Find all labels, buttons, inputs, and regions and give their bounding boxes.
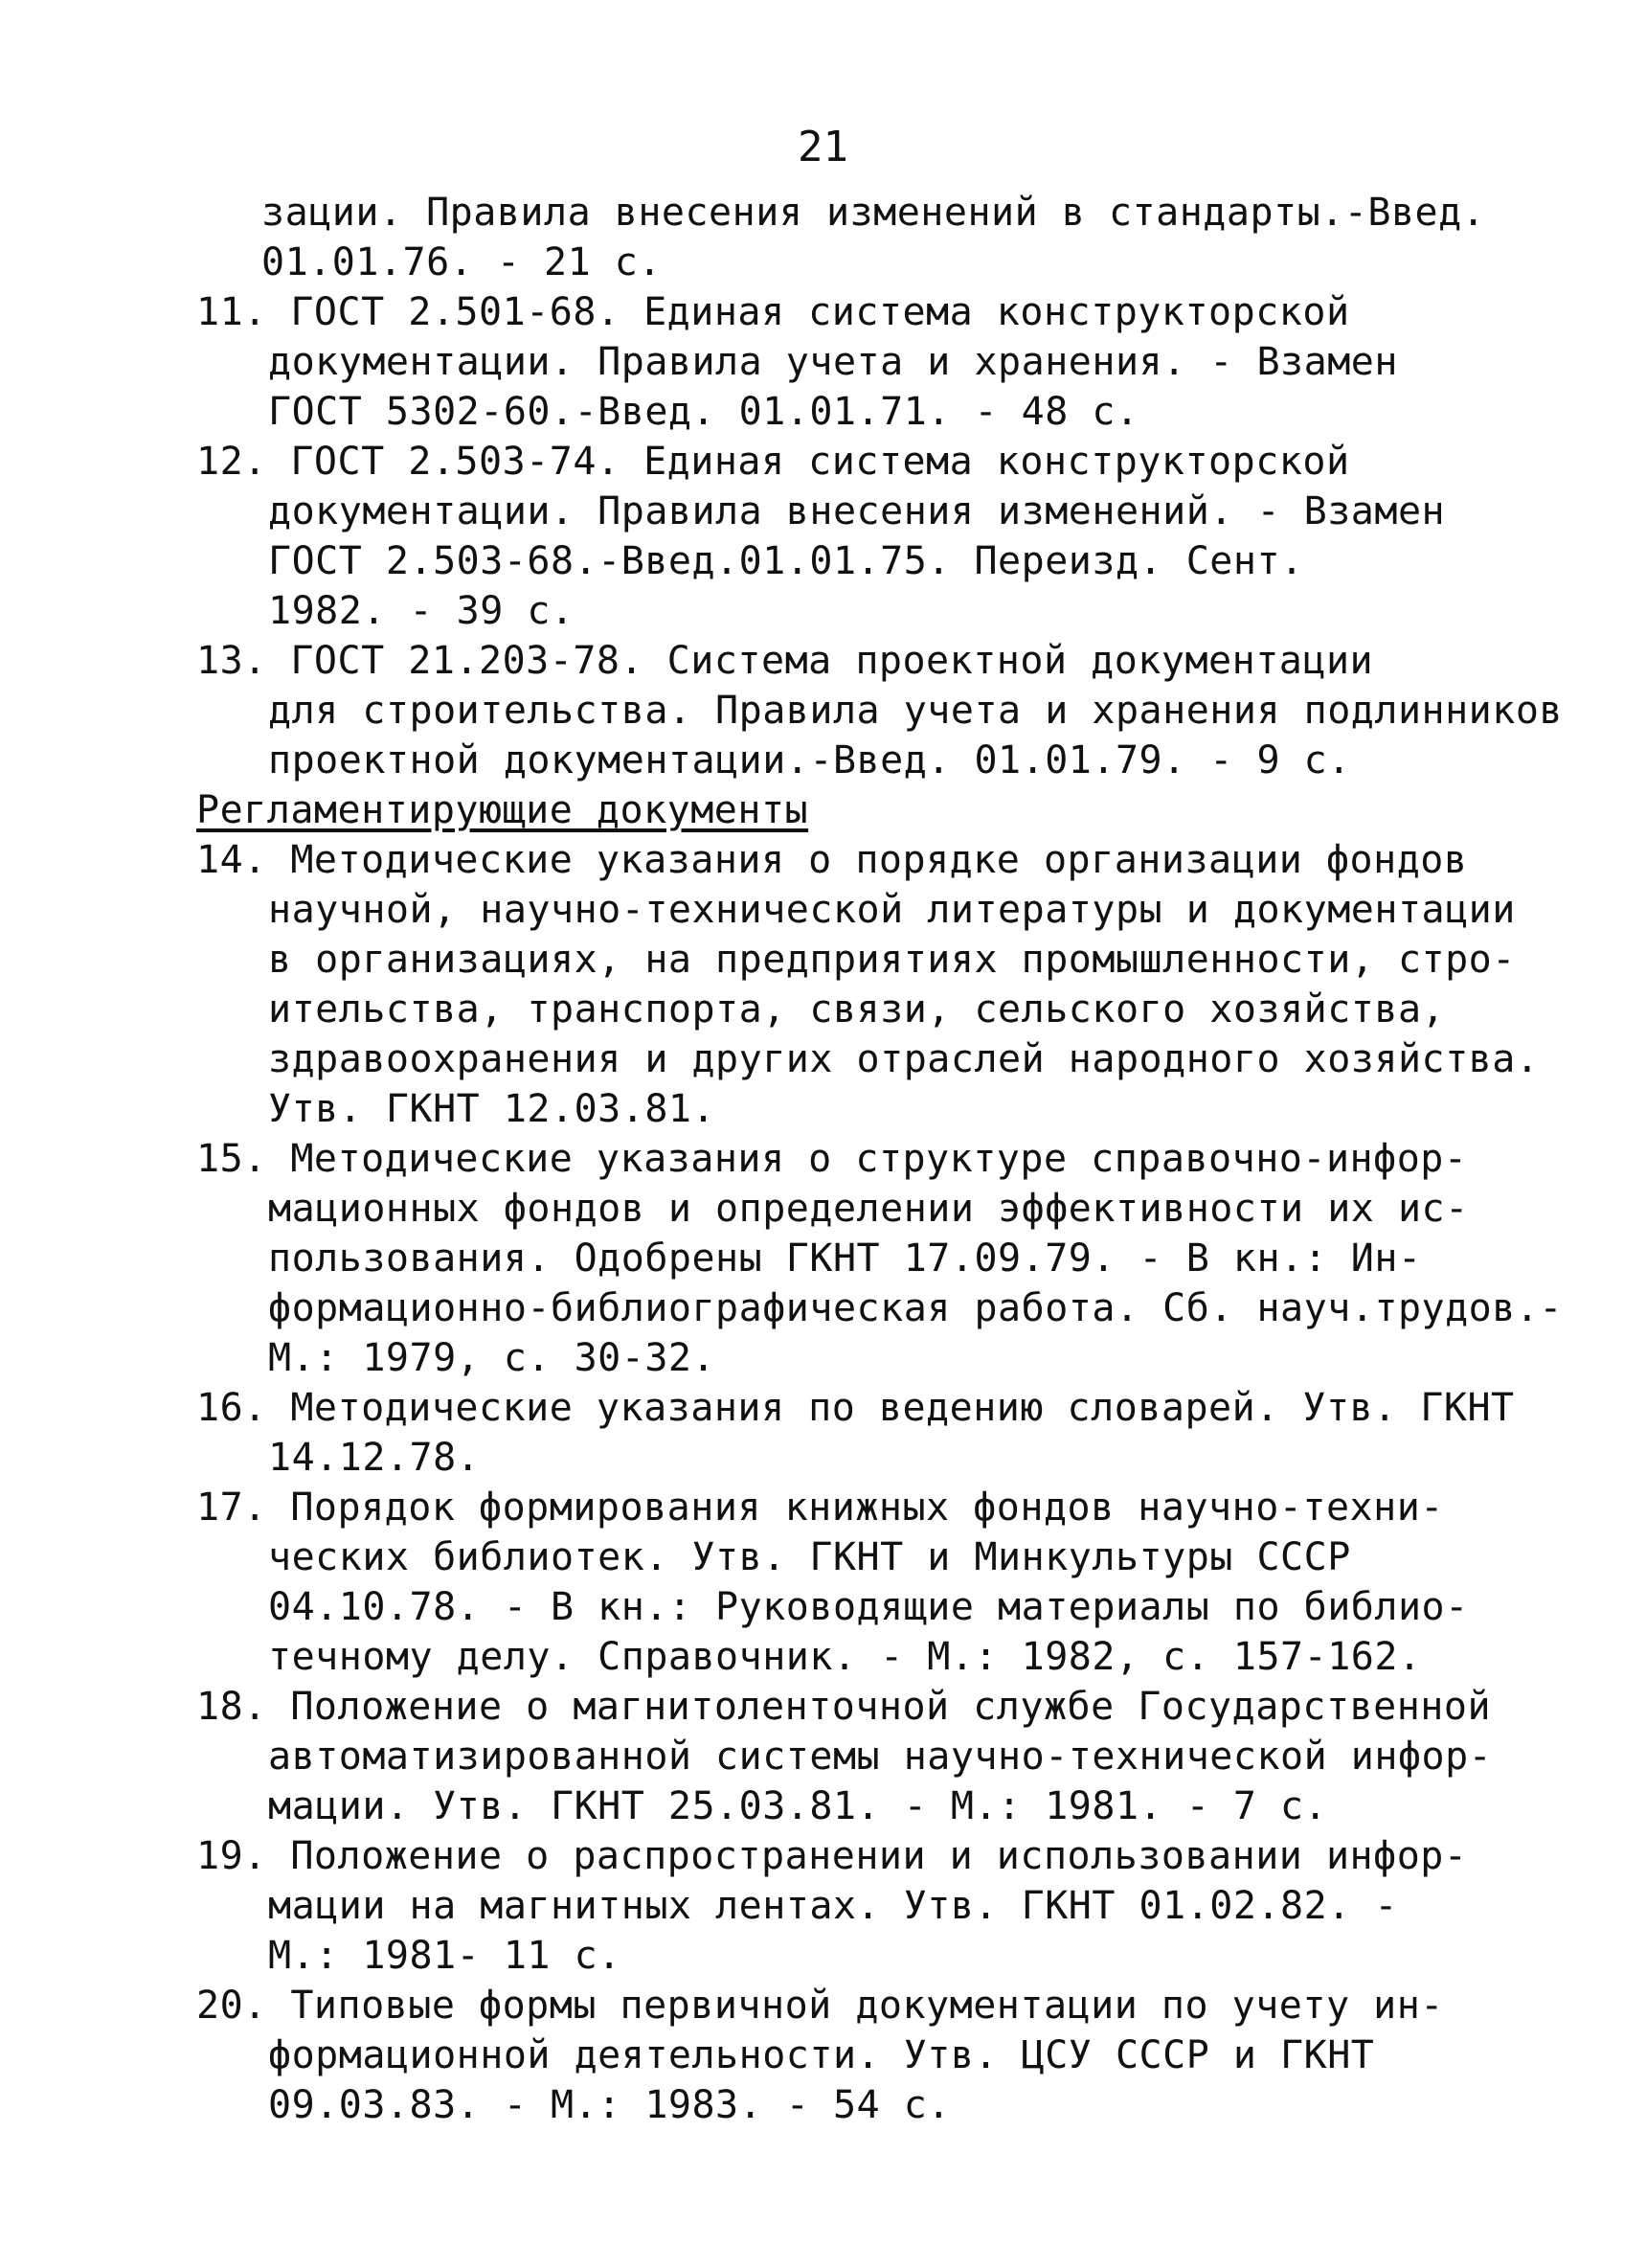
entry-text: ГОСТ 21.203-78. Система проектной документации <box>290 639 1374 683</box>
entry-first-line <box>196 437 1537 487</box>
entry-number: 17. <box>196 1486 267 1530</box>
continuation-line: зации. Правила внесения изменений в стандарты.-Введ. <box>261 191 1486 235</box>
entry-text: Методические указания о порядке организации фондов <box>290 838 1468 882</box>
page-number: 21 <box>798 123 848 171</box>
entry-number: 13. <box>196 639 267 683</box>
entry-text: Типовые формы первичной документации по учету ин- <box>290 1984 1444 2028</box>
entry-line: мации на магнитных лентах. Утв. ГКНТ 01.02.82. - <box>268 1884 1398 1928</box>
entry-text: Положение о магнитоленточной службе Государственной <box>290 1685 1492 1729</box>
bibliography-entry <box>196 437 1537 636</box>
bibliography-entry <box>196 1483 1537 1682</box>
entry-text: Методические указания по ведению словарей. Утв. ГКНТ <box>290 1386 1515 1430</box>
entry-number: 11. <box>196 290 267 334</box>
entry-line: ГОСТ 2.503-68.-Введ.01.01.75. Переизд. Сент. <box>268 539 1304 583</box>
entry-line: формационно-библиографическая работа. Сб. науч.трудов.- <box>268 1286 1564 1330</box>
bibliography-entry <box>196 287 1537 437</box>
entry-line: мационных фондов и определении эффективности их ис- <box>268 1187 1469 1231</box>
bibliography-entry <box>196 835 1540 1134</box>
section-heading: Регламентирующие документы <box>196 788 809 832</box>
entry-number: 19. <box>196 1834 267 1878</box>
bibliography-entry <box>196 1981 1537 2130</box>
entry-number: 18. <box>196 1685 267 1729</box>
bibliography-entry <box>196 1134 1564 1383</box>
entry-line: формационной деятельности. Утв. ЦСУ СССР и ГКНТ <box>268 2033 1375 2077</box>
entry-line: научной, научно-технической литературы и документации <box>268 888 1516 932</box>
entry-line: 04.10.78. - В кн.: Руководящие материалы по библио- <box>268 1585 1469 1629</box>
entry-first-line <box>196 636 1537 686</box>
entry-number: 12. <box>196 440 267 484</box>
entry-line: ГОСТ 5302-60.-Введ. 01.01.71. - 48 с. <box>268 390 1139 434</box>
entry-first-line <box>196 835 1537 885</box>
entry-line: документации. Правила учета и хранения. - Взамен <box>268 340 1398 384</box>
entry-first-line <box>196 1483 1537 1532</box>
entry-line: течному делу. Справочник. - М.: 1982, с. 157-162. <box>268 1635 1422 1679</box>
entry-line: в организациях, на предприятиях промышленности, стро- <box>268 938 1516 982</box>
entry-line: автоматизированной системы научно-технической инфор- <box>268 1735 1493 1779</box>
entry-line: ческих библиотек. Утв. ГКНТ и Минкультуры СССР <box>268 1535 1351 1579</box>
entry-line: М.: 1979, с. 30-32. <box>268 1336 716 1380</box>
entry-line: ительства, транспорта, связи, сельского хозяйства, <box>268 987 1446 1032</box>
entry-first-line <box>196 1831 1537 1881</box>
bibliography-entry <box>196 1831 1537 1981</box>
entry-first-line <box>196 1981 1537 2030</box>
entry-first-line <box>196 287 1537 337</box>
entry-line: 09.03.83. - М.: 1983. - 54 с. <box>268 2083 951 2127</box>
entry-line: для строительства. Правила учета и хранения подлинников <box>268 689 1564 733</box>
bibliography-entry <box>196 1682 1537 1831</box>
entry-text: Методические указания о структуре справочно-инфор- <box>290 1137 1468 1181</box>
entry-line: здравоохранения и других отраслей народного хозяйства. <box>268 1037 1540 1081</box>
entry-text: ГОСТ 2.503-74. Единая система конструкторской <box>290 440 1350 484</box>
entry-number: 14. <box>196 838 267 882</box>
entry-line: 14.12.78. <box>268 1436 481 1480</box>
entry-line: документации. Правила внесения изменений. - Взамен <box>268 489 1446 533</box>
entry-line: 1982. - 39 с. <box>268 589 575 633</box>
entry-line: пользования. Одобрены ГКНТ 17.09.79. - В кн.: Ин- <box>268 1236 1422 1281</box>
entry-text: Положение о распространении и использовании инфор- <box>290 1834 1468 1878</box>
entry-number: 20. <box>196 1984 267 2028</box>
entry-text: ГОСТ 2.501-68. Единая система конструкторской <box>290 290 1350 334</box>
bibliography-entry <box>196 1383 1537 1483</box>
entry-line: проектной документации.-Введ. 01.01.79. - 9 с. <box>268 738 1351 782</box>
entry-first-line <box>196 1134 1537 1184</box>
bibliography <box>196 188 1564 2130</box>
entry-line: мации. Утв. ГКНТ 25.03.81. - М.: 1981. - 7 с. <box>268 1784 1328 1828</box>
entry-line: М.: 1981- 11 с. <box>268 1934 621 1978</box>
entry-first-line <box>196 1682 1537 1732</box>
entry-number: 16. <box>196 1386 267 1430</box>
entry-first-line <box>196 1383 1537 1433</box>
continuation-line: 01.01.76. - 21 с. <box>261 240 662 284</box>
entry-number: 15. <box>196 1137 267 1181</box>
entry-line: Утв. ГКНТ 12.03.81. <box>268 1087 716 1131</box>
entry-text: Порядок формирования книжных фондов научно-техни- <box>290 1486 1444 1530</box>
bibliography-entry <box>196 636 1564 785</box>
